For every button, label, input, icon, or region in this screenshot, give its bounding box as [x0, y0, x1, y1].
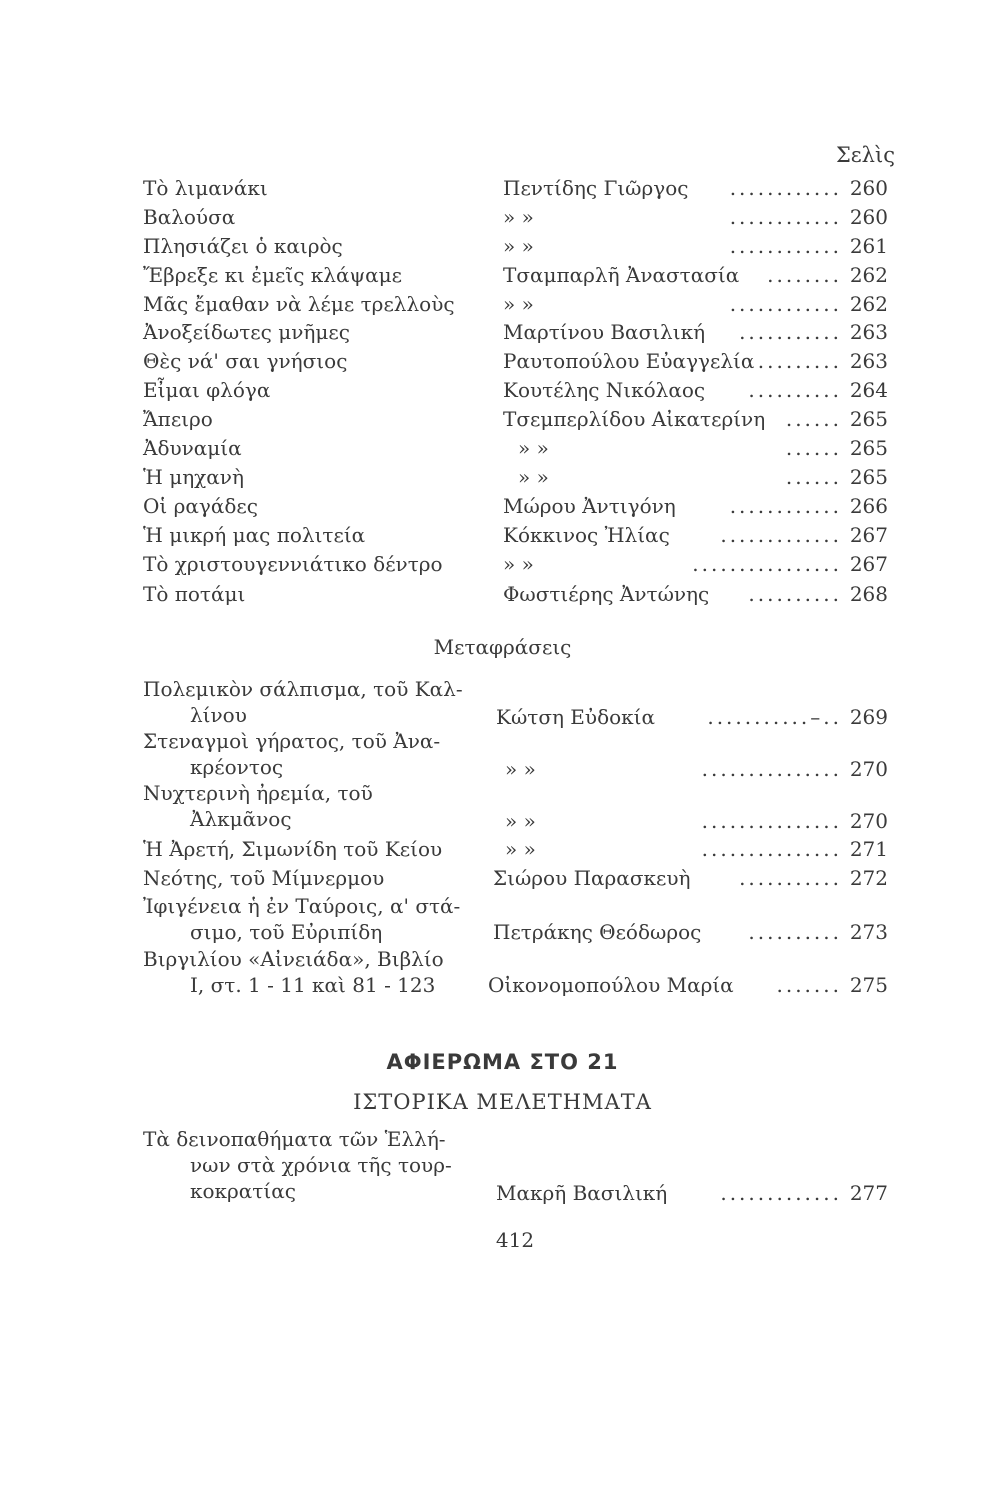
entry-title-line3: κοκρατίας	[190, 1179, 296, 1203]
dot-leader: ................	[692, 552, 842, 576]
entry-title: Τὸ λιμανάκι	[143, 176, 268, 200]
entry-page: 268	[849, 582, 888, 606]
toc-entry	[143, 434, 888, 462]
toc-entry	[143, 347, 888, 375]
dot-leader: ............	[729, 494, 842, 518]
dot-leader: ...........	[739, 866, 842, 890]
entry-page: 267	[849, 523, 888, 547]
entry-title: Ἔβρεξε κι ἐμεῖς κλάψαμε	[143, 263, 403, 287]
entry-page: 267	[849, 552, 888, 576]
toc-entry	[143, 550, 888, 578]
dot-leader: ......	[785, 436, 842, 460]
entry-author: Σιώρου Παρασκευὴ	[493, 866, 691, 890]
entry-author: » »	[518, 465, 549, 489]
toc-entry	[143, 376, 888, 404]
entry-title: Θὲς νά' σαι γνήσιος	[143, 349, 348, 373]
entry-author: Μαρτίνου Βασιλική	[503, 320, 706, 344]
entry-title: Οἱ ραγάδες	[143, 494, 258, 518]
entry-page: 264	[849, 378, 888, 402]
entry-title-line1: Ἰφιγένεια ἡ ἐν Ταύροις, α' στά-	[143, 894, 461, 918]
entry-title: Εἶμαι φλόγα	[143, 378, 271, 402]
entry-title: Ἄπειρο	[143, 407, 213, 431]
entry-title-line2: σιμο, τοῦ Εὐριπίδη	[190, 920, 383, 944]
toc-entry	[143, 232, 888, 260]
toc-entry	[143, 835, 888, 863]
entry-page: 270	[849, 809, 888, 833]
toc-entry	[143, 290, 888, 318]
entry-author: Κουτέλης Νικόλαος	[503, 378, 706, 402]
entry-page: 265	[849, 436, 888, 460]
entry-author: » »	[505, 757, 536, 781]
entry-author: Μακρῆ Βασιλική	[496, 1181, 668, 1205]
entry-page: 262	[849, 263, 888, 287]
entry-author: » »	[518, 436, 549, 460]
entry-author: Τσαμπαρλῆ Ἀναστασία	[503, 263, 740, 287]
entry-title: Τὸ χριστουγεννιάτικο δέντρο	[143, 552, 443, 576]
toc-entry	[143, 463, 888, 491]
entry-author: Πετράκης Θεόδωρος	[493, 920, 702, 944]
entry-author: Μώρου Ἀντιγόνη	[503, 494, 676, 518]
entry-title-line1: Στεναγμοὶ γήρατος, τοῦ Ἀνα-	[143, 729, 441, 753]
entry-page: 265	[849, 465, 888, 489]
entry-page: 263	[849, 320, 888, 344]
toc-entry	[143, 945, 888, 1001]
entry-title: Ἡ μικρή μας πολιτεία	[143, 523, 366, 547]
entry-title-line1: Νυχτερινὴ ἠρεμία, τοῦ	[143, 781, 373, 805]
entry-author: Κώτση Εὐδοκία	[496, 705, 655, 729]
dot-leader: ......	[785, 407, 842, 431]
page-column-header: Σελὶς	[835, 143, 895, 167]
entry-author: » »	[505, 837, 536, 861]
dot-leader: .........	[757, 349, 842, 373]
entry-title: Τὸ ποτάμι	[143, 582, 246, 606]
entry-page: 269	[849, 705, 888, 729]
dot-leader: ............	[729, 205, 842, 229]
entry-page: 273	[849, 920, 888, 944]
entry-author: Ραυτοπούλου Εὐαγγελία	[503, 349, 755, 373]
entry-author: » »	[503, 205, 534, 229]
entry-page: 277	[849, 1181, 888, 1205]
dot-leader: ............	[729, 176, 842, 200]
toc-entry	[143, 405, 888, 433]
dot-leader: ..–...........	[707, 705, 842, 729]
entry-title: Ἀδυναμία	[143, 436, 242, 460]
toc-entry	[143, 261, 888, 289]
entry-page: 260	[849, 205, 888, 229]
entry-author: » »	[505, 809, 536, 833]
page-number: 412	[495, 1228, 535, 1252]
entry-title: Μᾶς ἔμαθαν νὰ λέμε τρελλοὺς	[143, 292, 455, 316]
entry-author: Φωστιέρης Ἀντώνης	[503, 582, 710, 606]
entry-page: 272	[849, 866, 888, 890]
entry-title-line2: λίνου	[190, 703, 247, 727]
toc-entry	[143, 1125, 888, 1209]
entry-page: 260	[849, 176, 888, 200]
entry-title-line2: νων στὰ χρόνια τῆς τουρ-	[190, 1153, 452, 1177]
dot-leader: ............	[729, 234, 842, 258]
toc-entry	[143, 675, 888, 731]
dot-leader: ........	[767, 263, 842, 287]
dot-leader: ...............	[701, 757, 842, 781]
toc-entry	[143, 492, 888, 520]
entry-title-line1: Πολεμικὸν σάλπισμα, τοῦ Καλ-	[143, 677, 463, 701]
entry-title-line1: Νεότης, τοῦ Μίμνερμου	[143, 866, 385, 890]
dedication-subheading: ΙΣΤΟΡΙΚΑ ΜΕΛΕΤΗΜΑΤΑ	[353, 1090, 652, 1114]
entry-title-line1: Βιργιλίου «Αἰνειάδα», Βιβλίο	[143, 947, 444, 971]
dot-leader: ..........	[748, 920, 842, 944]
dot-leader: .............	[720, 1181, 842, 1205]
entry-author: » »	[503, 552, 534, 576]
entry-page: 263	[849, 349, 888, 373]
dot-leader: ..........	[748, 378, 842, 402]
dot-leader: ......	[785, 465, 842, 489]
toc-entry	[143, 318, 888, 346]
entry-page: 266	[849, 494, 888, 518]
toc-entry	[143, 521, 888, 549]
entry-title-line1: Ἡ Ἀρετή, Σιμωνίδη τοῦ Κείου	[143, 837, 443, 861]
entry-author: » »	[503, 234, 534, 258]
entry-page: 262	[849, 292, 888, 316]
entry-page: 265	[849, 407, 888, 431]
entry-author: Οἰκονομοπούλου Μαρία	[488, 973, 734, 997]
entry-title-line2: κρέοντος	[190, 755, 284, 779]
toc-entry	[143, 779, 888, 835]
entry-author: Κόκκινος Ἠλίας	[503, 523, 670, 547]
dot-leader: ...............	[701, 837, 842, 861]
dedication-heading: ΑΦΙΕΡΩΜΑ ΣΤΟ 21	[386, 1050, 619, 1074]
toc-entry	[143, 580, 888, 608]
dot-leader: .............	[720, 523, 842, 547]
translations-heading: Μεταφράσεις	[433, 635, 572, 659]
entry-page: 270	[849, 757, 888, 781]
toc-entry	[143, 727, 888, 783]
toc-entry	[143, 203, 888, 231]
entry-author: Πεντίδης Γιῶργος	[503, 176, 689, 200]
entry-title: Ἡ μηχανὴ	[143, 465, 244, 489]
entry-title-line2: Ἀλκμᾶνος	[190, 807, 292, 831]
toc-entry	[143, 174, 888, 202]
entry-author: » »	[503, 292, 534, 316]
entry-title: Πλησιάζει ὁ καιρὸς	[143, 234, 343, 258]
toc-entry	[143, 864, 888, 892]
entry-title-line1: Τὰ δεινοπαθήματα τῶν Ἑλλή-	[143, 1127, 446, 1151]
dot-leader: ...............	[701, 809, 842, 833]
entry-page: 275	[849, 973, 888, 997]
entry-title-line2: I, στ. 1 - 11 καὶ 81 - 123	[190, 973, 436, 997]
entry-title: Βαλούσα	[143, 205, 236, 229]
dot-leader: ...........	[739, 320, 842, 344]
entry-page: 261	[849, 234, 888, 258]
entry-page: 271	[849, 837, 888, 861]
toc-entry	[143, 892, 888, 948]
entry-author: Τσεμπερλίδου Αἰκατερίνη	[503, 407, 766, 431]
dot-leader: ..........	[748, 582, 842, 606]
dot-leader: ............	[729, 292, 842, 316]
entry-title: Ἀνοξείδωτες μνῆμες	[143, 320, 350, 344]
dot-leader: .......	[776, 973, 842, 997]
